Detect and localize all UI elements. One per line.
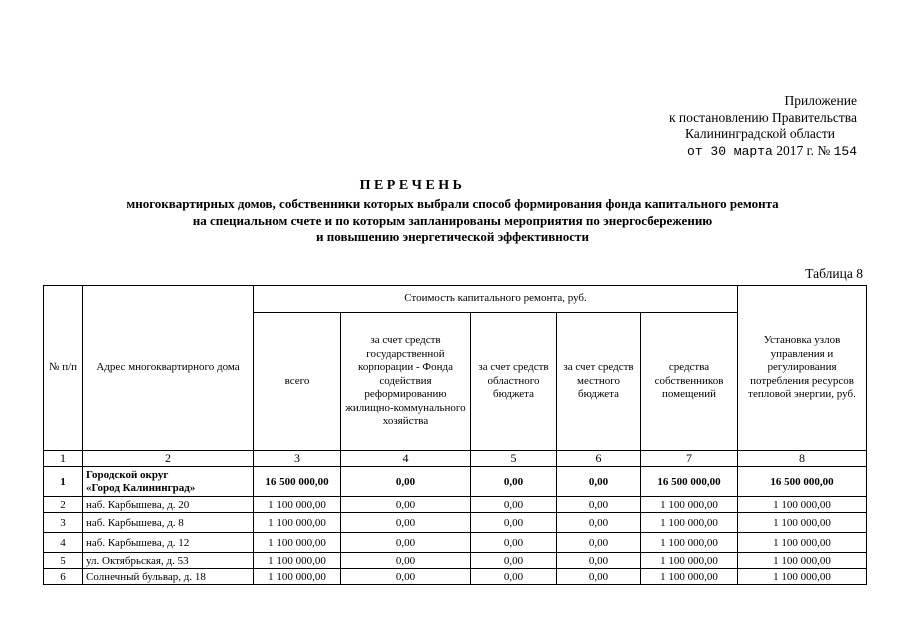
cell-regional: 0,00 — [471, 513, 557, 533]
cell-total: 1 100 000,00 — [254, 533, 341, 553]
cell-local: 0,00 — [557, 533, 641, 553]
document-subtitle-3: и повышению энергетической эффективности — [316, 229, 589, 244]
cell-total: 1 100 000,00 — [254, 497, 341, 513]
column-number: 7 — [641, 451, 738, 467]
cell-corp: 0,00 — [341, 497, 471, 513]
houses-table — [43, 285, 867, 585]
appendix-date-number: 154 — [833, 143, 857, 159]
cell-metering: 1 100 000,00 — [738, 553, 867, 569]
cell-num: 4 — [44, 533, 83, 553]
cell-regional: 0,00 — [471, 467, 557, 497]
cell-local: 0,00 — [557, 513, 641, 533]
document-heading — [0, 178, 905, 246]
cell-owners: 1 100 000,00 — [641, 513, 738, 533]
column-number: 2 — [83, 451, 254, 467]
cell-metering: 1 100 000,00 — [738, 569, 867, 585]
cell-corp: 0,00 — [341, 553, 471, 569]
table-label: Таблица 8 — [805, 266, 863, 281]
cell-regional: 0,00 — [471, 553, 557, 569]
table-row — [44, 513, 867, 533]
total-address-line1: Городской округ — [86, 468, 169, 481]
header-local: за счет средств местного бюджета — [557, 313, 641, 451]
total-row — [44, 467, 867, 497]
header-corp: за счет средств государственной корпорации - Фонда содействия реформированию жилищно-коммунального хозяйства — [341, 313, 471, 451]
total-address-line2: «Город Калининград» — [86, 481, 196, 494]
appendix-title: Приложение — [784, 93, 857, 108]
document-title: ПЕРЕЧЕНЬ — [359, 178, 466, 193]
cell-metering: 16 500 000,00 — [738, 467, 867, 497]
table-row — [44, 497, 867, 513]
cell-num: 5 — [44, 553, 83, 569]
header-regional: за счет средств областного бюджета — [471, 313, 557, 451]
cell-num: 2 — [44, 497, 83, 513]
header-owners: средства собственников помещений — [641, 313, 738, 451]
header-num: № п/п — [44, 286, 83, 451]
cell-address: наб. Карбышева, д. 12 — [83, 533, 254, 553]
cell-owners: 1 100 000,00 — [641, 569, 738, 585]
cell-address: наб. Карбышева, д. 20 — [83, 497, 254, 513]
header-cost-group: Стоимость капитального ремонта, руб. — [254, 286, 738, 313]
appendix-resolution: к постановлению Правительства — [668, 109, 857, 125]
cell-corp: 0,00 — [341, 467, 471, 497]
cell-num: 1 — [44, 467, 83, 497]
cell-address: ул. Октябрьская, д. 53 — [83, 553, 254, 569]
column-number: 5 — [471, 451, 557, 467]
cell-total: 1 100 000,00 — [254, 569, 341, 585]
cell-metering: 1 100 000,00 — [738, 497, 867, 513]
cell-total: 16 500 000,00 — [254, 467, 341, 497]
cell-address — [83, 467, 254, 497]
cell-num: 6 — [44, 569, 83, 585]
document-subtitle-1: многоквартирных домов, собственники которых выбрали способ формирования фонда капитального ремонта — [126, 196, 779, 211]
header-row-1 — [44, 286, 867, 313]
cell-owners: 16 500 000,00 — [641, 467, 738, 497]
cell-num: 3 — [44, 513, 83, 533]
cell-address: наб. Карбышева, д. 8 — [83, 513, 254, 533]
cell-local: 0,00 — [557, 467, 641, 497]
cell-corp: 0,00 — [341, 569, 471, 585]
appendix-date — [557, 143, 857, 161]
cell-total: 1 100 000,00 — [254, 513, 341, 533]
header-address: Адрес многоквартирного дома — [83, 286, 254, 451]
column-number-row — [44, 451, 867, 467]
appendix-block — [557, 93, 857, 160]
table-row — [44, 553, 867, 569]
cell-local: 0,00 — [557, 497, 641, 513]
cell-local: 0,00 — [557, 569, 641, 585]
cell-regional: 0,00 — [471, 497, 557, 513]
cell-owners: 1 100 000,00 — [641, 533, 738, 553]
column-number: 4 — [341, 451, 471, 467]
document-subtitle-2: на специальном счете и по которым запланированы мероприятия по энергосбережению — [192, 212, 713, 228]
header-metering: Установка узлов управления и регулирования потребления ресурсов тепловой энергии, руб. — [738, 286, 867, 451]
cell-corp: 0,00 — [341, 533, 471, 553]
cell-corp: 0,00 — [341, 513, 471, 533]
appendix-date-prefix: от 30 марта — [686, 143, 773, 159]
column-number: 6 — [557, 451, 641, 467]
cell-regional: 0,00 — [471, 533, 557, 553]
cell-regional: 0,00 — [471, 569, 557, 585]
table-row — [44, 533, 867, 553]
column-number: 8 — [738, 451, 867, 467]
cell-local: 0,00 — [557, 553, 641, 569]
cell-address: Солнечный бульвар, д. 18 — [83, 569, 254, 585]
column-number: 1 — [44, 451, 83, 467]
column-number: 3 — [254, 451, 341, 467]
table-row — [44, 569, 867, 585]
header-total: всего — [254, 313, 341, 451]
cell-metering: 1 100 000,00 — [738, 533, 867, 553]
cell-owners: 1 100 000,00 — [641, 553, 738, 569]
appendix-region: Калининградской области — [684, 126, 835, 141]
appendix-date-year: 2017 г. № — [776, 142, 831, 158]
cell-total: 1 100 000,00 — [254, 553, 341, 569]
cell-owners: 1 100 000,00 — [641, 497, 738, 513]
cell-metering: 1 100 000,00 — [738, 513, 867, 533]
